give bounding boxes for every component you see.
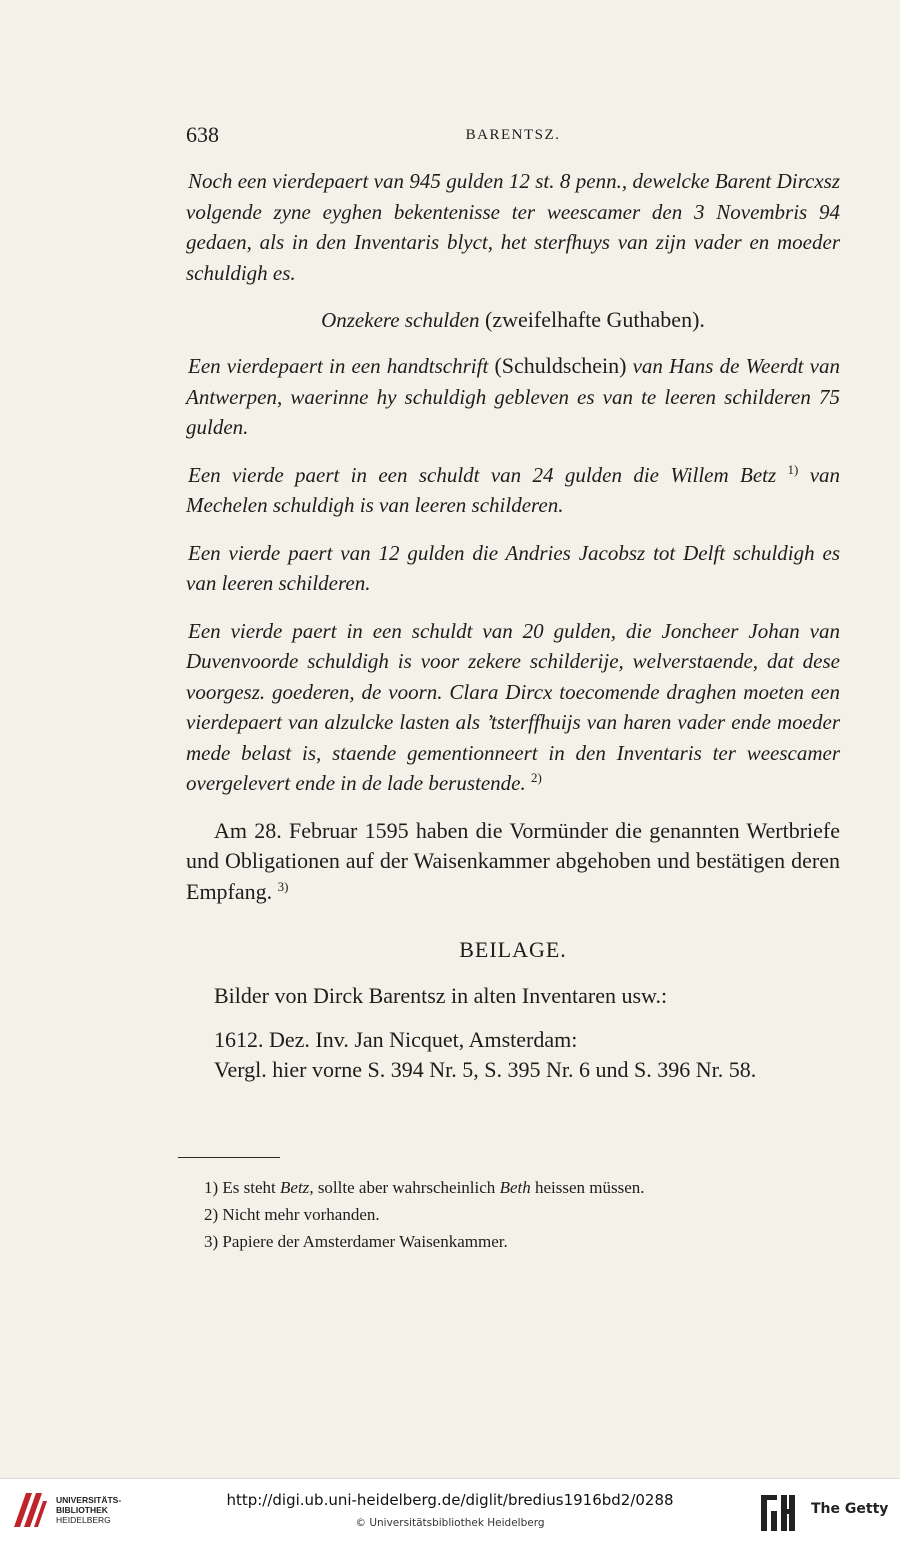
page-body (186, 166, 840, 1085)
paragraph-2-a: Een vierdepaert in een handtschrift (188, 354, 489, 378)
paragraph-5-text: Een vierde paert in een schuldt van 20 gulden, die Joncheer Johan van Duvenvoorde schuldigh is voor zekere schilderije, welverstaende, dat dese voorgesz. goederen, de voorn. Clara Dircx toecomende draghen moeten een vierdepaert van alzulcke lasten als ’tsterffhuijs van haren vader ende moeder mede belast is, staende gementionneert in den Inventaris ter weescamer overgelevert ende in de lade berustende. (186, 618, 840, 795)
footnote-2: 2) Nicht mehr vorhanden. (204, 1205, 380, 1224)
subtitle-italic: Onzekere schulden (321, 308, 480, 332)
beilage-line-1: 1612. Dez. Inv. Jan Nicquet, Amsterdam: (214, 1027, 578, 1052)
paragraph-6-text: Am 28. Februar 1595 haben die Vormünder die genannten Wertbriefe und Obligationen auf der Waisenkammer abgehoben und bestätigen deren Empfang. (186, 817, 840, 904)
paragraph-2-c: van Hans de Weerdt van Antwerpen, waerinne hy schuldigh gebleven es van te leeren schilderen 75 gulden. (186, 354, 840, 439)
footnote-rule (178, 1157, 280, 1158)
footnote-ref-3[interactable]: 3) (277, 878, 289, 894)
paragraph-3-a: Een vierde paert in een schuldt van 24 gulden die Willem Betz (188, 462, 777, 487)
footnote-3: 3) Papiere der Amsterdamer Waisenkammer. (204, 1232, 508, 1251)
getty-logo-icon[interactable] (757, 1491, 797, 1535)
paragraph-3-b: van Mechelen schuldigh is van leeren schilderen. (186, 462, 841, 517)
page-header (186, 122, 840, 152)
paragraph-2-gloss: (Schuldschein) (494, 353, 627, 378)
copyright-notice: © Universitätsbibliothek Heidelberg (355, 1517, 545, 1529)
beilage-line-2: Vergl. hier vorne S. 394 Nr. 5, S. 395 Nr. 6 und S. 396 Nr. 58. (214, 1057, 757, 1082)
paragraph-5 (186, 616, 840, 799)
beilage-title: BEILAGE. (459, 937, 567, 962)
footnote-ref-2[interactable]: 2) (531, 770, 542, 785)
footnote-1: 1) Es steht Betz, sollte aber wahrscheinlich Beth heissen müssen. (204, 1178, 645, 1197)
footnotes (204, 1174, 844, 1255)
footnote-ref-1[interactable]: 1) (787, 461, 799, 477)
paragraph-2 (186, 351, 840, 443)
viewer-footer (0, 1478, 900, 1544)
subtitle-roman: (zweifelhafte Guthaben). (485, 307, 705, 332)
beilage-intro: Bilder von Dirck Barentsz in alten Inventaren usw.: (214, 983, 668, 1008)
paragraph-4: Een vierde paert van 12 gulden die Andries Jacobsz tot Delft schuldigh es van leeren schilderen. (186, 540, 840, 595)
running-head: BARENTSZ. (465, 127, 561, 143)
paragraph-6 (186, 816, 840, 908)
paragraph-1: Noch een vierdepaert van 945 gulden 12 st. 8 penn., dewelcke Barent Dircxsz volgende zyne eyghen bekentenisse ter weescamer den 3 Novembris 94 gedaen, als in den Inventaris blyct, het sterfhuys van zijn vader en moeder schuldigh es. (186, 169, 840, 285)
section-subtitle (186, 305, 840, 335)
paragraph-3 (186, 460, 840, 521)
partner-name: The Getty (811, 1501, 889, 1517)
library-name: UNIVERSITÄTS- BIBLIOTHEK HEIDELBERG (56, 1495, 122, 1525)
page-number: 638 (186, 122, 219, 147)
permalink-url[interactable]: http://digi.ub.uni-heidelberg.de/diglit/bredius1916bd2/0288 (226, 1491, 674, 1509)
